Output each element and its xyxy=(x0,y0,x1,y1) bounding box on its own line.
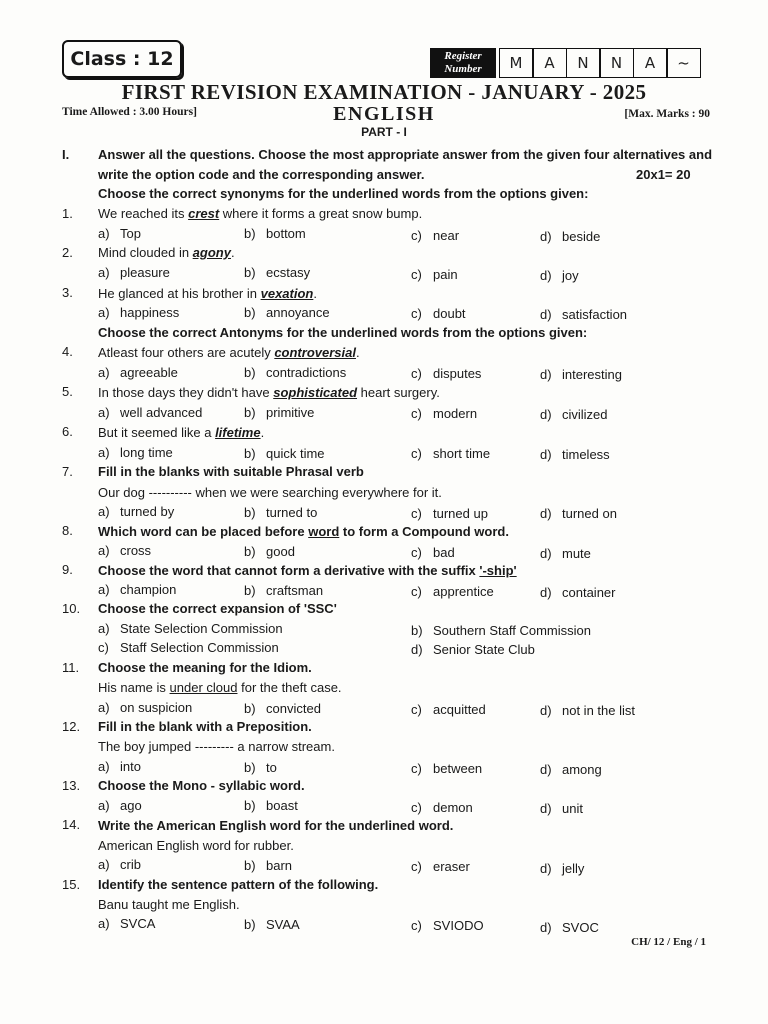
option-b: b) barn xyxy=(244,858,293,873)
question-text: Banu taught me English. xyxy=(98,897,240,912)
option-d: d) interesting xyxy=(540,367,622,382)
option-a: a) long time xyxy=(98,445,173,460)
question-number: 8. xyxy=(62,523,73,538)
question-number: 13. xyxy=(62,778,81,793)
question-heading: Write the American English word for the underlined word. xyxy=(98,818,454,833)
underlined-word: vexation xyxy=(260,286,314,301)
option-c: c) doubt xyxy=(411,306,466,321)
underlined-word: word xyxy=(308,524,340,539)
question-heading: Fill in the blanks with suitable Phrasal verb xyxy=(98,464,364,479)
option-d: d) Senior State Club xyxy=(411,642,535,657)
option-c: c) pain xyxy=(411,267,458,282)
option-c: c) Staff Selection Commission xyxy=(98,640,279,655)
option-b: b) bottom xyxy=(244,226,306,241)
option-b: b) ecstasy xyxy=(244,265,311,280)
question-text: Which word can be placed before word to form a Compound word. xyxy=(98,524,509,539)
question-number: 14. xyxy=(62,817,81,832)
question-number: 7. xyxy=(62,464,73,479)
underlined-word: controversial xyxy=(274,345,356,360)
option-b: b) Southern Staff Commission xyxy=(411,623,591,638)
question-heading: Identify the sentence pattern of the following. xyxy=(98,877,379,892)
section-instruction xyxy=(98,145,718,185)
question-text: He glanced at his brother in vexation. xyxy=(98,286,317,301)
register-number-label: Register Number xyxy=(430,48,496,78)
option-c: c) disputes xyxy=(411,366,482,381)
question-number: 2. xyxy=(62,245,73,260)
underlined-word: '-ship' xyxy=(479,563,517,578)
option-b: b) turned to xyxy=(244,505,318,520)
register-cell: N xyxy=(599,48,634,78)
register-cell: A xyxy=(633,48,668,78)
max-marks: [Max. Marks : 90 xyxy=(624,108,710,120)
register-cell: N xyxy=(566,48,601,78)
register-number-cells xyxy=(500,48,701,78)
question-heading: Choose the meaning for the Idiom. xyxy=(98,660,312,675)
question-text: We reached its crest where it forms a great snow bump. xyxy=(98,206,423,221)
option-b: b) annoyance xyxy=(244,305,330,320)
option-c: c) SVIODO xyxy=(411,918,484,933)
option-d: d) satisfaction xyxy=(540,307,628,322)
option-a: a) into xyxy=(98,759,141,774)
section-number: I. xyxy=(62,147,70,162)
underlined-word: agony xyxy=(192,245,231,260)
option-c: c) bad xyxy=(411,545,455,560)
option-d: d) SVOC xyxy=(540,920,599,935)
option-a: a) agreeable xyxy=(98,365,178,380)
section-marks: 20x1= 20 xyxy=(636,167,691,182)
question-number: 15. xyxy=(62,877,81,892)
option-c: c) turned up xyxy=(411,506,488,521)
option-d: d) civilized xyxy=(540,407,608,422)
question-number: 3. xyxy=(62,285,73,300)
option-b: b) quick time xyxy=(244,446,325,461)
page-footer-code: CH/ 12 / Eng / 1 xyxy=(631,936,706,948)
option-a: a) ago xyxy=(98,798,142,813)
option-c: c) near xyxy=(411,228,460,243)
option-a: a) pleasure xyxy=(98,265,170,280)
part-heading: PART - I xyxy=(361,125,407,139)
question-heading: Choose the Mono - syllabic word. xyxy=(98,778,305,793)
question-text: Choose the word that cannot form a derivative with the suffix '-ship' xyxy=(98,563,517,578)
question-number: 9. xyxy=(62,562,73,577)
question-number: 1. xyxy=(62,206,73,221)
option-c: c) modern xyxy=(411,406,478,421)
question-number: 5. xyxy=(62,384,73,399)
question-text: Atleast four others are acutely controversial. xyxy=(98,345,360,360)
option-a: a) SVCA xyxy=(98,916,156,931)
underlined-word: under cloud xyxy=(169,680,238,695)
subject-title: ENGLISH xyxy=(333,103,435,125)
underlined-word: sophisticated xyxy=(273,385,358,400)
question-text: In those days they didn't have sophisticated heart surgery. xyxy=(98,385,440,400)
question-text: But it seemed like a lifetime. xyxy=(98,425,265,440)
option-b: b) convicted xyxy=(244,701,321,716)
question-number: 12. xyxy=(62,719,81,734)
option-c: c) apprentice xyxy=(411,584,494,599)
time-allowed: Time Allowed : 3.00 Hours] xyxy=(62,106,197,118)
option-a: a) cross xyxy=(98,543,152,558)
option-d: d) unit xyxy=(540,801,583,816)
option-a: a) turned by xyxy=(98,504,175,519)
exam-title: FIRST REVISION EXAMINATION - JANUARY - 2025 xyxy=(121,80,647,104)
underlined-word: crest xyxy=(188,206,220,221)
question-text: Our dog ---------- when we were searching everywhere for it. xyxy=(98,485,442,500)
class-label: Class : 12 xyxy=(62,40,182,78)
option-d: d) container xyxy=(540,585,616,600)
option-c: c) short time xyxy=(411,446,491,461)
option-a: a) State Selection Commission xyxy=(98,621,283,636)
underlined-word: lifetime xyxy=(215,425,261,440)
option-d: d) mute xyxy=(540,546,591,561)
option-b: b) boast xyxy=(244,798,298,813)
synonyms-heading: Choose the correct synonyms for the underlined words from the options given: xyxy=(98,186,589,201)
option-b: b) SVAA xyxy=(244,917,300,932)
instruction-text: Answer all the questions. Choose the most appropriate answer from the given four alternatives and write the option code and the corresponding answer. xyxy=(98,147,713,182)
option-a: a) on suspicion xyxy=(98,700,193,715)
option-d: d) jelly xyxy=(540,861,585,876)
question-number: 6. xyxy=(62,424,73,439)
option-a: a) crib xyxy=(98,857,141,872)
option-d: d) turned on xyxy=(540,506,617,521)
question-heading: Choose the correct expansion of 'SSC' xyxy=(98,601,337,616)
question-number: 11. xyxy=(62,660,80,675)
option-b: b) primitive xyxy=(244,405,315,420)
register-cell: M xyxy=(499,48,534,78)
question-text: The boy jumped --------- a narrow stream. xyxy=(98,739,335,754)
option-d: d) timeless xyxy=(540,447,610,462)
option-d: d) beside xyxy=(540,229,601,244)
option-a: a) champion xyxy=(98,582,177,597)
antonyms-heading: Choose the correct Antonyms for the underlined words from the options given: xyxy=(98,325,588,340)
question-text: Mind clouded in agony. xyxy=(98,245,235,260)
option-b: b) contradictions xyxy=(244,365,347,380)
option-c: c) acquitted xyxy=(411,702,486,717)
question-number: 10. xyxy=(62,601,81,616)
option-a: a) well advanced xyxy=(98,405,203,420)
option-a: a) happiness xyxy=(98,305,180,320)
question-text: American English word for rubber. xyxy=(98,838,294,853)
option-b: b) good xyxy=(244,544,295,559)
option-d: d) not in the list xyxy=(540,703,635,718)
question-heading: Fill in the blank with a Preposition. xyxy=(98,719,312,734)
option-c: c) eraser xyxy=(411,859,470,874)
option-a: a) Top xyxy=(98,226,141,241)
option-c: c) demon xyxy=(411,800,473,815)
option-b: b) craftsman xyxy=(244,583,324,598)
question-text: His name is under cloud for the theft case. xyxy=(98,680,342,695)
register-cell: ~ xyxy=(666,48,701,78)
option-d: d) joy xyxy=(540,268,579,283)
register-cell: A xyxy=(532,48,567,78)
option-b: b) to xyxy=(244,760,277,775)
question-number: 4. xyxy=(62,344,73,359)
option-c: c) between xyxy=(411,761,483,776)
option-d: d) among xyxy=(540,762,602,777)
